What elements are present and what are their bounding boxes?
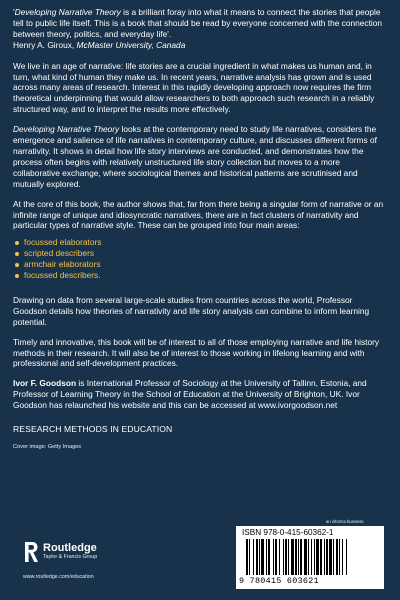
- barcode-bar: [246, 539, 248, 575]
- series-title: RESEARCH METHODS IN EDUCATION: [13, 424, 173, 435]
- endorsement-quote: [13, 7, 385, 51]
- barcode-bar: [268, 539, 270, 575]
- author-bio-text: is International Professor of Sociology at the University of Tallinn, Estonia, and Professor of Learning Theory in the School of Education at the University of Brighton, UK. Ivor Goodson has relaunched his website and this can be accessed at www.ivorgoodson.net: [13, 378, 367, 411]
- routledge-r-icon: [23, 541, 39, 563]
- barcode-bar: [273, 539, 274, 575]
- cover-credit: Cover image: Getty Images: [13, 444, 82, 451]
- publisher-logo: [23, 541, 97, 563]
- author-name: Ivor F. Goodson: [13, 378, 77, 389]
- area-item: armchair elaborators: [13, 259, 385, 270]
- publisher-wordmark: [43, 543, 97, 561]
- barcode-bar: [346, 539, 347, 575]
- author-bio: [13, 378, 385, 411]
- publisher-url: www.routledge.com/education: [23, 574, 94, 580]
- barcode-bar: [261, 539, 264, 575]
- quote-attribution-name: Henry A. Giroux,: [13, 39, 77, 50]
- quote-text: is a brilliant foray into what it means to connect the stories that people tell to public life itself. This is a book that should be read by everyone concerned with the connection between theory, politics, and everyday life'.: [13, 7, 383, 39]
- overview-text: looks at the contemporary need to study life narratives, considers the emergence and salience of life narratives in contemporary culture, and discusses different forms of narrativity. It shows in detail how life story interviews are conducted, and demonstrates how the process often begins with relatively unstructured life story collection but moves to a more collaborative exchange, where sociological themes and historical patterns are scrutinised and mutually explored.: [13, 124, 377, 189]
- publisher-name: Routledge: [43, 542, 97, 554]
- core-paragraph: At the core of this book, the author shows that, far from there being a singular form of narrative or an infinite range of unique and idiosyncratic narratives, there are in fact clusters of narrativity and particular types of narrative style. These can be grouped into four main areas:: [13, 198, 384, 231]
- area-item: scripted describers: [13, 248, 385, 259]
- quote-attribution-affiliation: McMaster University, Canada: [76, 39, 186, 50]
- barcode-graphic: [240, 539, 380, 576]
- barcode-bar: [311, 539, 312, 575]
- barcode-bar: [304, 539, 307, 575]
- barcode-bar: [314, 539, 315, 575]
- isbn-label: ISBN 978-0-415-60362-1: [242, 528, 334, 537]
- barcode-bar: [275, 539, 277, 575]
- barcode-bar: [308, 539, 309, 575]
- quote-open-mark: ': [13, 7, 15, 17]
- barcode-bar: [320, 539, 322, 575]
- barcode-bar: [339, 539, 340, 575]
- barcode-bar: [326, 539, 328, 575]
- overview-book-title: Developing Narrative Theory: [13, 124, 120, 135]
- barcode-number: 9 780415 603621: [239, 576, 319, 586]
- intro-paragraph: We live in an age of narrative: life stories are a crucial ingredient in what makes us human and, in turn, what kind of human they make us. In recent years, narrative analysis has grown and is used across many areas of research. Interest in this rapidly developing approach now requires the firm theoretical underpinning that would allow researchers to both approach such research in a reliably structured way, and to interpret the results more effectively.: [13, 60, 375, 115]
- audience-paragraph: Timely and innovative, this book will be of interest to all of those employing narrative and life history methods in their research. It will also be of interest to those working in lifelong learning and with professional and self-development practices.: [13, 336, 380, 369]
- barcode-bar: [316, 539, 319, 575]
- barcode-bar: [259, 539, 260, 575]
- publisher-group: Taylor & Francis Group: [43, 554, 98, 560]
- barcode-bar: [285, 539, 287, 575]
- barcode-bar: [288, 539, 289, 575]
- barcode-bar: [266, 539, 267, 575]
- barcode-bar: [329, 539, 332, 575]
- blurb: [13, 7, 385, 450]
- narrative-areas-list: [13, 237, 385, 281]
- barcode-bar: [300, 539, 302, 575]
- area-item: focussed describers.: [13, 270, 385, 281]
- quote-book-title: Developing Narrative Theory: [14, 7, 121, 17]
- barcode-bar: [324, 539, 325, 575]
- barcode-bar: [298, 539, 299, 575]
- data-paragraph: Drawing on data from several large-scale studies from countries across the world, Professor Goodson details how theories of narrativity and life story analysis can combine to inform learning potential.: [13, 294, 370, 327]
- barcode-bar: [336, 539, 338, 575]
- barcode-bar: [253, 539, 254, 575]
- barcode-bar: [256, 539, 258, 575]
- overview-paragraph: [13, 124, 385, 189]
- barcode-bar: [295, 539, 297, 575]
- barcode-bar: [283, 539, 284, 575]
- barcode-bar: [291, 539, 294, 575]
- barcode-bar: [342, 539, 343, 575]
- barcode-bar: [279, 539, 280, 575]
- barcode-bar: [249, 539, 250, 575]
- informa-tagline: an informa business: [326, 519, 364, 524]
- barcode-bar: [333, 539, 334, 575]
- isbn-barcode-block: [236, 526, 384, 589]
- area-item: focussed elaborators: [13, 237, 385, 248]
